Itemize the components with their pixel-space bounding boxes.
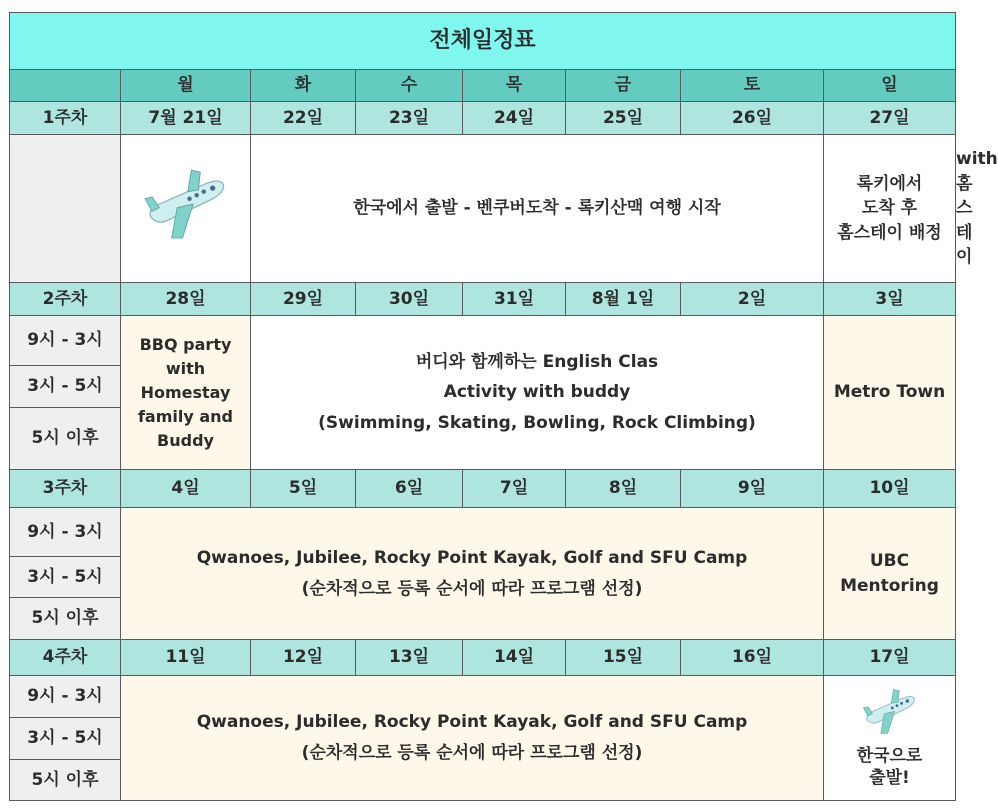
cell-line: Buddy [157,430,214,450]
date-cell: 9일 [681,470,824,508]
time-slot-label: 9시 - 3시 [10,316,121,366]
schedule-table [9,12,998,801]
time-slot-label: 5시 이후 [10,408,121,470]
date-cell: 26일 [681,102,824,135]
day-name: 월 [121,70,251,102]
date-cell: 5일 [251,470,356,508]
sat-homestay-cell [824,135,956,283]
date-cell: 7일 [463,470,566,508]
date-cell: 24일 [463,102,566,135]
metro-town-cell: Metro Town [824,316,956,470]
page-title: 전체일정표 [10,13,956,70]
week-label: 4주차 [10,640,121,676]
cell-line: 한국으로 [856,745,923,766]
date-cell: 27일 [824,102,956,135]
ubc-mentoring-cell [824,508,956,640]
day-name: 금 [566,70,681,102]
cell-line: 홈스테이 배정 [837,222,942,243]
cell-line: Activity with buddy [443,382,631,403]
cell-line: BBQ party [139,334,232,354]
date-cell: 8월 1일 [566,283,681,316]
cell-line: UBC [869,550,910,571]
cell-line: Qwanoes, Jubilee, Rocky Point Kayak, Golf and SFU Camp [196,547,748,568]
travel-cell: 한국에서 출발 - 벤쿠버도착 - 록키산맥 여행 시작 [251,135,824,283]
date-cell: 15일 [566,640,681,676]
date-cell: 3일 [824,283,956,316]
empty-slot-cell [10,135,121,283]
camp-program-cell [121,508,824,640]
week-1-row [10,102,956,135]
cell-line: (Swimming, Skating, Bowling, Rock Climbing) [318,412,756,433]
date-cell: 22일 [251,102,356,135]
time-slot-label: 9시 - 3시 [10,676,121,718]
cell-line: Qwanoes, Jubilee, Rocky Point Kayak, Golf and SFU Camp [196,712,748,733]
cell-line: with [165,358,206,378]
cell-line: 출발! [869,768,910,789]
cell-line: family and [137,406,234,426]
time-slot-label: 3시 - 5시 [10,366,121,408]
cell-line: 버디와 함께하는 English Clas [415,351,659,372]
date-cell: 6일 [356,470,463,508]
date-cell: 31일 [463,283,566,316]
bbq-party-cell [121,316,251,470]
week-label: 3주차 [10,470,121,508]
time-slot-label: 5시 이후 [10,760,121,801]
week-label: 2주차 [10,283,121,316]
cell-line: 록키에서 [856,173,923,194]
date-cell: 7월 21일 [121,102,251,135]
airplane-icon [861,686,919,745]
time-slot-label: 3시 - 5시 [10,557,121,598]
date-cell: 8일 [566,470,681,508]
date-cell: 16일 [681,640,824,676]
day-name: 화 [251,70,356,102]
week-label: 1주차 [10,102,121,135]
return-cell [824,676,956,801]
time-slot-label: 5시 이후 [10,598,121,640]
cell-line: Homestay [140,382,231,402]
departure-cell [121,135,251,283]
cell-line: (순차적으로 등록 순서에 따라 프로그램 선정) [301,578,643,599]
date-cell: 13일 [356,640,463,676]
english-class-cell [251,316,824,470]
week-1-content-row: 한국에서 출발 - 벤쿠버도착 - 록키산맥 여행 시작 록키에서 도착 후 홈스테이 배정 with 홈스테이 [10,135,956,283]
date-cell: 14일 [463,640,566,676]
cell-line: (순차적으로 등록 순서에 따라 프로그램 선정) [301,743,643,763]
day-name: 수 [356,70,463,102]
week-3-row [10,470,956,508]
camp-program-cell [121,676,824,801]
date-cell: 30일 [356,283,463,316]
day-name: 토 [681,70,824,102]
date-cell: 10일 [824,470,956,508]
day-name: 목 [463,70,566,102]
time-slot-label: 9시 - 3시 [10,508,121,557]
date-cell: 12일 [251,640,356,676]
cell-line: 도착 후 [861,198,918,219]
airplane-icon [141,165,231,253]
cell-line: Mentoring [840,575,939,596]
date-cell: 28일 [121,283,251,316]
date-cell: 17일 [824,640,956,676]
corner-cell [10,70,121,102]
date-cell: 11일 [121,640,251,676]
day-name: 일 [824,70,956,102]
date-cell: 25일 [566,102,681,135]
date-cell: 2일 [681,283,824,316]
time-slot-label: 3시 - 5시 [10,718,121,760]
date-cell: 29일 [251,283,356,316]
week-2-row [10,283,956,316]
week-4-row [10,640,956,676]
date-cell: 23일 [356,102,463,135]
date-cell: 4일 [121,470,251,508]
day-name-row [10,70,956,102]
